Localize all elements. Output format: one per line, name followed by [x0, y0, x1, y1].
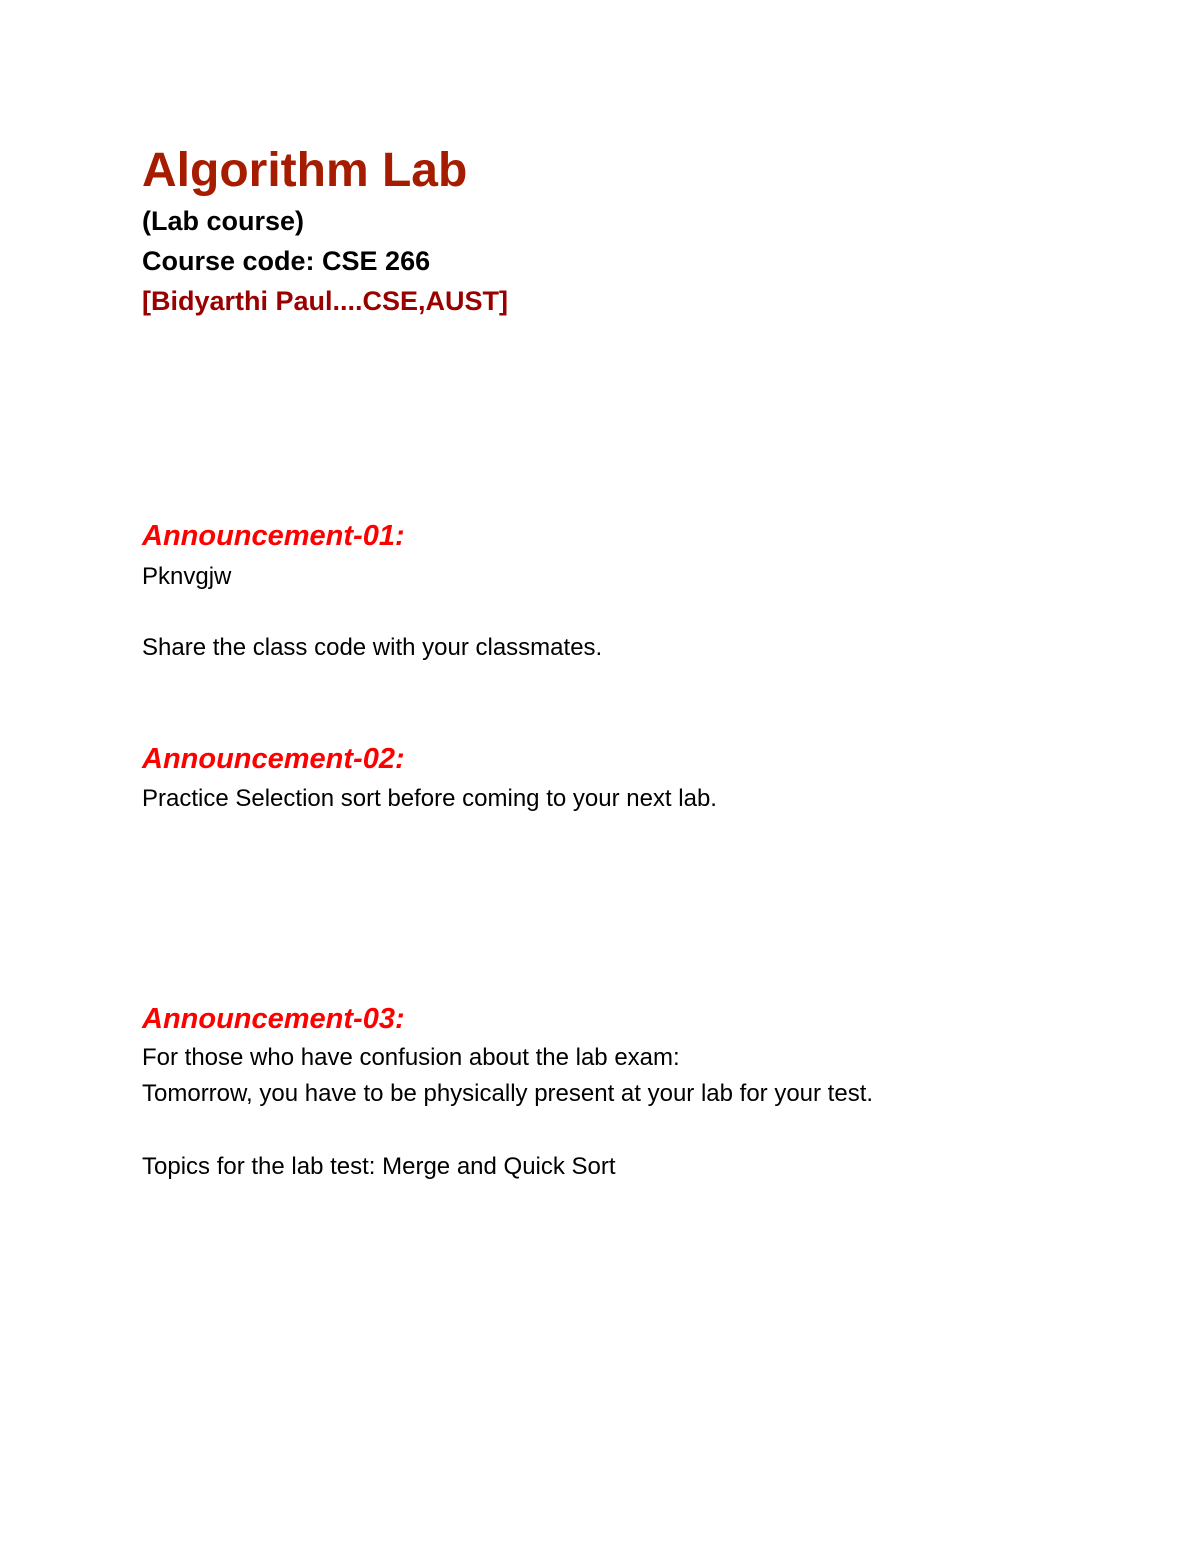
announcement-heading: Announcement-02:: [142, 743, 405, 775]
announcement-text: Practice Selection sort before coming to your next lab.: [142, 785, 717, 812]
document-title: Algorithm Lab: [142, 144, 468, 197]
course-type: (Lab course): [142, 206, 305, 236]
class-code: Pknvgjw: [142, 563, 232, 590]
lab-test-topics: Topics for the lab test: Merge and Quick Sort: [142, 1153, 616, 1180]
announcement-heading: Announcement-03:: [142, 1003, 405, 1035]
announcement-text: Share the class code with your classmates.: [142, 634, 603, 661]
announcement-heading: Announcement-01:: [142, 520, 405, 552]
announcement-text: Tomorrow, you have to be physically present at your lab for your test.: [142, 1080, 874, 1107]
author-line: [Bidyarthi Paul....CSE,AUST]: [142, 286, 509, 316]
course-code: Course code: CSE 266: [142, 246, 431, 276]
announcement-text: For those who have confusion about the lab exam:: [142, 1044, 680, 1071]
